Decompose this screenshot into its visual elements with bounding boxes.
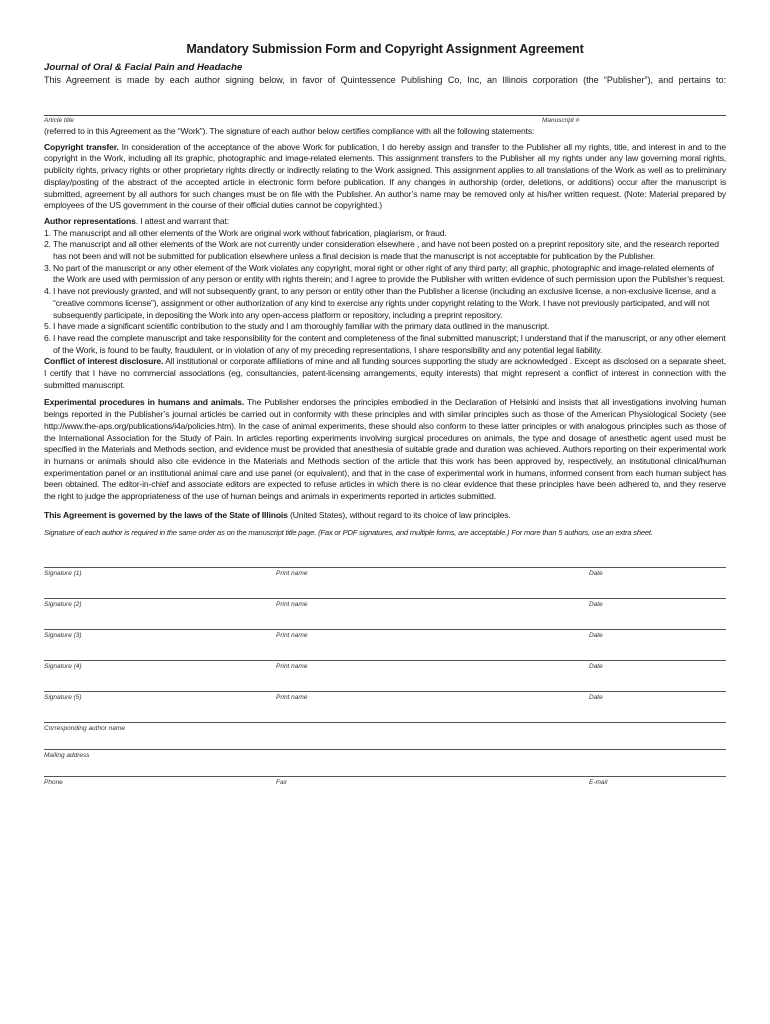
corresponding-author-label: Corresponding author name bbox=[44, 724, 125, 732]
signature-instructions: Signature of each author is required in the same order as on the manuscript title page. (Fax or PDF signatures, and multiple forms, are acceptable.) For more than 5 authors, use an extra sheet. bbox=[44, 527, 653, 537]
representations-intro: Author representations. I attest and warrant that: bbox=[44, 215, 229, 226]
representations-list bbox=[44, 228, 726, 357]
fax-label: Fax bbox=[276, 778, 287, 786]
article-title-field[interactable] bbox=[44, 85, 726, 116]
phone-label: Phone bbox=[44, 778, 63, 786]
copyright-section bbox=[44, 142, 726, 212]
list-item: 5. I have made a significant scientific contribution to the study and I am thoroughly familiar with the primary data outlined in the manuscript. bbox=[44, 321, 550, 332]
signature-row-2[interactable]: Signature (2) Print name Date bbox=[44, 587, 726, 618]
list-item: 1. The manuscript and all other elements of the Work are original work without fabrication, plagiarism, or fraud. bbox=[44, 227, 447, 238]
signature-row-3[interactable]: Signature (3) Print name Date bbox=[44, 618, 726, 649]
referred-text: (referred to in this Agreement as the “Work”). The signature of each author below certifies compliance with all the following statements: bbox=[44, 126, 535, 136]
form-title: Mandatory Submission Form and Copyright Assignment Agreement bbox=[186, 42, 584, 56]
manuscript-number-label: Manuscript # bbox=[542, 117, 580, 124]
experimental-heading: Experimental procedures in humans and animals. bbox=[44, 397, 245, 408]
intro-text: This Agreement is made by each author signing below, in favor of Quintessence Publishing Co, Inc, an Illinois corporation (the “Publisher”), and pertains to: bbox=[44, 75, 726, 85]
signature-row-5[interactable]: Signature (5) Print name Date bbox=[44, 680, 726, 711]
list-item: 2. The manuscript and all other elements of the Work are not currently under consideration elsewhere , and have not been posted on a preprint repository site, and the research reported has not been and will not be submitted for publication elsewhere unless a final decision is made that the manuscript is not acceptable for publication by the Publisher. bbox=[44, 239, 719, 262]
email-label: E-mail bbox=[589, 778, 608, 786]
conflict-section: Conflict of interest disclosure. All institutional or corporate affiliations of mine and all funding sources supporting the study are acknowledged . Except as disclosed on a separate sheet, I certify that I have no commercial associations (eg, consultancies, patent-licensing arrangements, equity interests) that might represent a conflict of interest in connection with the submitted manuscript. bbox=[44, 356, 727, 390]
list-item: 6. I have read the complete manuscript and take responsibility for the content and completeness of the final submitted manuscript; I understand that if the manuscript, or any other element of the Work, is found to be faulty, fraudulent, or in violation of any of my preceding representations, I share responsibility and any potential legal liability. bbox=[44, 332, 726, 355]
list-item: 3. No part of the manuscript or any other element of the Work violates any copyright, moral right or other right of any third party; all graphic, photographic and image-related elements of the Work are used with permission of any person or entity with rights therein; and I agree to provide the Publisher with written evidence of such permission upon the Publisher’s request. bbox=[44, 262, 725, 285]
governing-heading: This Agreement is governed by the laws of the State of Illinois bbox=[44, 509, 288, 520]
journal-name: Journal of Oral & Facial Pain and Headache bbox=[44, 62, 243, 73]
corresponding-author-field[interactable] bbox=[44, 722, 726, 749]
conflict-heading: Conflict of interest disclosure. bbox=[44, 356, 164, 367]
mailing-address-label: Mailing address bbox=[44, 751, 90, 759]
mailing-address-field[interactable] bbox=[44, 749, 726, 776]
representations-heading: Author representations bbox=[44, 215, 136, 226]
list-item: 4. I have not previously granted, and will not subsequently grant, to any person or entity other than the Publisher a license (including an exclusive license, a non-exclusive license, and a “creative commons license”), assignment or other authorization of any kind to exercise any rights under copyright relating to the Work. I have not previously participated, and will not subsequently participate, in depositing the Work into any open-access platform or repository, including a preprint repository. bbox=[44, 286, 716, 320]
signature-row-1[interactable]: Signature (1) Print name Date bbox=[44, 556, 726, 587]
signature-row-4[interactable]: Signature (4) Print name Date bbox=[44, 649, 726, 680]
experimental-section: Experimental procedures in humans and animals. The Publisher endorses the principles embodied in the Declaration of Helsinki and insists that all investigations involving human beings reported in the Publisher’s journal articles be carried out in conformity with these principles and with similar principles such as those of the American Physiological Society (see http://www.the-aps.org/publications/i4a/policies.htm). In the case of animal experiments, these should also conform to these latter principles or with analogous principles such as those of the International Association for the Study of Pain. In articles reporting experiments involving surgical procedures on animals, the type and dosage of anesthetic agent used must be specified in the Materials and Methods section, and evidence must be provided that anesthesia of suitable grade and duration was achieved. Authors reporting on their experimental work in humans or animals should also cite evidence in the Materials and Methods section of the article that this work has been approved by, respectively, an institutional clinical/human experimentation panel or an institutional animal care and use panel (or equivalent), and that in the case of experimental work in humans, informed consent from each human subject has been obtained. The editor-in-chief and associate editors are expected to refuse articles in which there is no clear evidence that these principles have been adhered to, and they reserve the right to judge the appropriateness of the use of human beings and animals in experiments reported in articles submitted. bbox=[44, 397, 726, 502]
form-page bbox=[44, 42, 726, 803]
copyright-heading: Copyright transfer. bbox=[44, 141, 119, 152]
copyright-text: In consideration of the acceptance of the above Work for publication, I do hereby assign and transfer to the Publisher all my rights, title, and interest in and to the copyright in the Work, including all its graphic, photographic and image-related elements. This assignment transfers to the Publisher all my rights under any law governing moral rights, publicity rights, privacy rights or other proprietary rights directly or indirectly relating to the Work assigned. This assignment applies to all translations of the Work as well as to preliminary display/posting of the abstract of the accepted article in electronic form before publication. If any changes in authorship (order, deletions, or additions) occur after the manuscript is submitted, agreement by all authors for such changes must be on file with the Publisher. An author’s name may be removed only at his/her written request. (Note: Material prepared by employees of the US government in the course of their official duties cannot be copyrighted.) bbox=[44, 141, 726, 211]
article-title-label: Article title bbox=[44, 117, 74, 124]
article-field-captions bbox=[44, 116, 726, 126]
governing-law: This Agreement is governed by the laws of the State of Illinois (United States), without regard to its choice of law principles. bbox=[44, 509, 511, 520]
contact-numbers-row[interactable] bbox=[44, 776, 726, 803]
